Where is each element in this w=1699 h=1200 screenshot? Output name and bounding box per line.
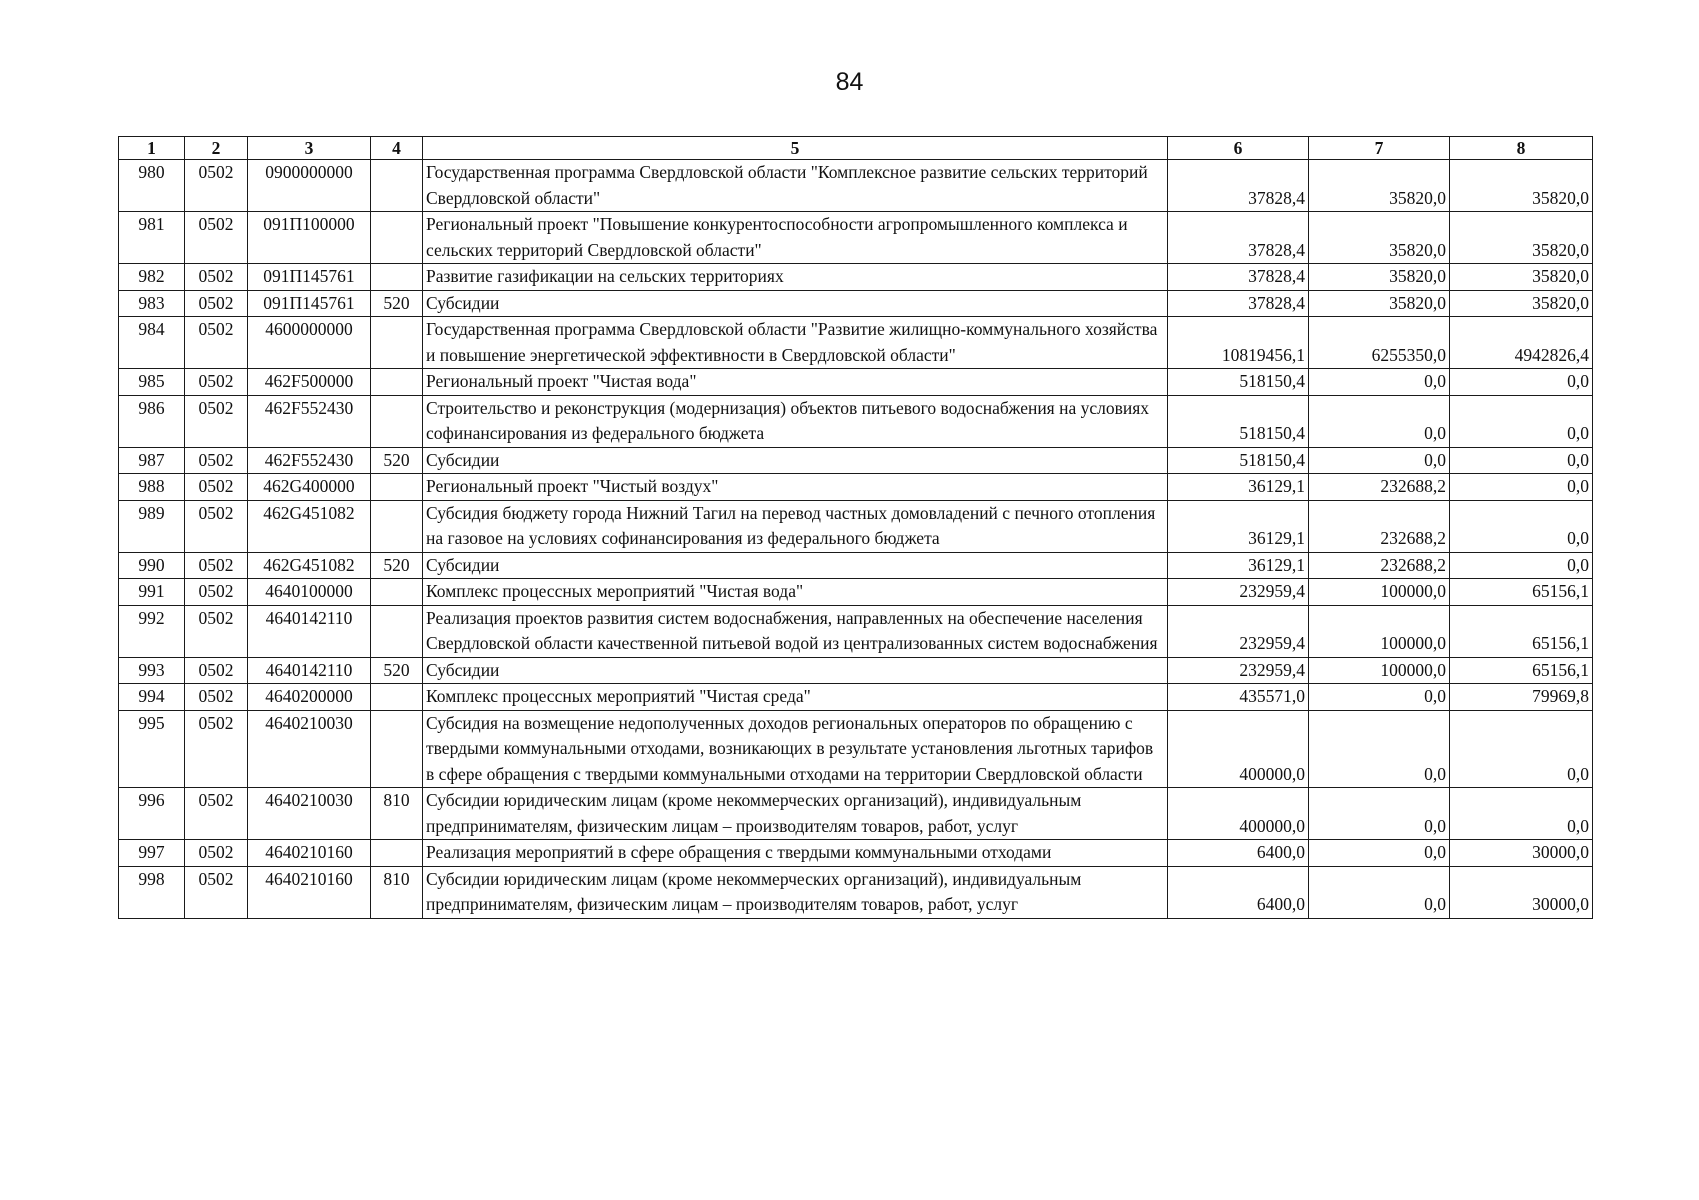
row-number: 984 [119, 317, 185, 369]
amount-col-7: 100000,0 [1309, 605, 1450, 657]
page-number: 84 [835, 68, 864, 96]
amount-col-8: 0,0 [1450, 552, 1593, 579]
item-name: Региональный проект "Чистый воздух" [423, 474, 1168, 501]
table-row [119, 474, 1593, 501]
target-article-code: 091П145761 [248, 264, 371, 291]
expense-type-code [371, 840, 423, 867]
amount-col-8: 4942826,4 [1450, 317, 1593, 369]
row-number: 991 [119, 579, 185, 606]
amount-col-8: 0,0 [1450, 474, 1593, 501]
item-name: Государственная программа Свердловской области "Комплексное развитие сельских территорий Свердловской области" [423, 160, 1168, 212]
row-number: 985 [119, 369, 185, 396]
amount-col-7: 0,0 [1309, 788, 1450, 840]
amount-col-6: 400000,0 [1168, 788, 1309, 840]
item-name: Государственная программа Свердловской области "Развитие жилищно-коммунального хозяйства и повышение энергетической эффективности в Свердловской области" [423, 317, 1168, 369]
amount-col-8: 35820,0 [1450, 290, 1593, 317]
amount-col-8: 0,0 [1450, 710, 1593, 788]
header-cell: 7 [1309, 137, 1450, 160]
section-code: 0502 [185, 684, 248, 711]
table-row [119, 212, 1593, 264]
header-cell: 8 [1450, 137, 1593, 160]
amount-col-7: 0,0 [1309, 369, 1450, 396]
header-cell: 1 [119, 137, 185, 160]
item-name: Региональный проект "Чистая вода" [423, 369, 1168, 396]
amount-col-8: 0,0 [1450, 500, 1593, 552]
amount-col-8: 30000,0 [1450, 840, 1593, 867]
row-number: 981 [119, 212, 185, 264]
header-cell: 3 [248, 137, 371, 160]
amount-col-7: 0,0 [1309, 710, 1450, 788]
item-name: Субсидии [423, 657, 1168, 684]
expense-type-code [371, 369, 423, 396]
target-article-code: 462G451082 [248, 500, 371, 552]
amount-col-6: 435571,0 [1168, 684, 1309, 711]
header-cell: 5 [423, 137, 1168, 160]
expense-type-code: 520 [371, 447, 423, 474]
target-article-code: 091П145761 [248, 290, 371, 317]
row-number: 989 [119, 500, 185, 552]
target-article-code: 4640210160 [248, 840, 371, 867]
amount-col-8: 30000,0 [1450, 866, 1593, 918]
amount-col-6: 37828,4 [1168, 212, 1309, 264]
amount-col-6: 518150,4 [1168, 447, 1309, 474]
table-row [119, 657, 1593, 684]
amount-col-8: 65156,1 [1450, 605, 1593, 657]
target-article-code: 4640210030 [248, 788, 371, 840]
target-article-code: 462F552430 [248, 447, 371, 474]
table-row [119, 264, 1593, 291]
section-code: 0502 [185, 710, 248, 788]
amount-col-6: 6400,0 [1168, 840, 1309, 867]
amount-col-7: 232688,2 [1309, 500, 1450, 552]
amount-col-8: 0,0 [1450, 447, 1593, 474]
amount-col-6: 400000,0 [1168, 710, 1309, 788]
row-number: 996 [119, 788, 185, 840]
amount-col-8: 65156,1 [1450, 657, 1593, 684]
expense-type-code [371, 500, 423, 552]
item-name: Субсидии юридическим лицам (кроме некоммерческих организаций), индивидуальным предпринимателям, физическим лицам – производителям товаров, работ, услуг [423, 866, 1168, 918]
section-code: 0502 [185, 160, 248, 212]
target-article-code: 4640100000 [248, 579, 371, 606]
table-row [119, 447, 1593, 474]
table-row [119, 395, 1593, 447]
expense-type-code [371, 264, 423, 291]
amount-col-6: 37828,4 [1168, 264, 1309, 291]
target-article-code: 462F552430 [248, 395, 371, 447]
section-code: 0502 [185, 657, 248, 684]
header-cell: 4 [371, 137, 423, 160]
table-row [119, 710, 1593, 788]
row-number: 986 [119, 395, 185, 447]
section-code: 0502 [185, 290, 248, 317]
amount-col-6: 232959,4 [1168, 605, 1309, 657]
section-code: 0502 [185, 552, 248, 579]
section-code: 0502 [185, 788, 248, 840]
section-code: 0502 [185, 395, 248, 447]
target-article-code: 4600000000 [248, 317, 371, 369]
header-row [119, 137, 1593, 160]
expense-type-code: 520 [371, 552, 423, 579]
target-article-code: 0900000000 [248, 160, 371, 212]
amount-col-8: 35820,0 [1450, 160, 1593, 212]
amount-col-7: 100000,0 [1309, 579, 1450, 606]
header-cell: 6 [1168, 137, 1309, 160]
row-number: 997 [119, 840, 185, 867]
amount-col-8: 0,0 [1450, 369, 1593, 396]
item-name: Развитие газификации на сельских территориях [423, 264, 1168, 291]
amount-col-7: 0,0 [1309, 395, 1450, 447]
table-row [119, 684, 1593, 711]
table-row [119, 605, 1593, 657]
expense-type-code [371, 684, 423, 711]
row-number: 983 [119, 290, 185, 317]
item-name: Субсидии [423, 447, 1168, 474]
target-article-code: 4640210030 [248, 710, 371, 788]
expense-type-code [371, 160, 423, 212]
amount-col-7: 0,0 [1309, 447, 1450, 474]
item-name: Комплекс процессных мероприятий "Чистая вода" [423, 579, 1168, 606]
amount-col-7: 232688,2 [1309, 474, 1450, 501]
row-number: 987 [119, 447, 185, 474]
amount-col-7: 0,0 [1309, 866, 1450, 918]
section-code: 0502 [185, 212, 248, 264]
table-row [119, 866, 1593, 918]
amount-col-7: 35820,0 [1309, 290, 1450, 317]
amount-col-7: 232688,2 [1309, 552, 1450, 579]
budget-table [118, 136, 1593, 919]
amount-col-6: 232959,4 [1168, 579, 1309, 606]
expense-type-code [371, 212, 423, 264]
section-code: 0502 [185, 579, 248, 606]
amount-col-7: 35820,0 [1309, 264, 1450, 291]
target-article-code: 462G451082 [248, 552, 371, 579]
amount-col-6: 36129,1 [1168, 500, 1309, 552]
target-article-code: 4640200000 [248, 684, 371, 711]
expense-type-code: 520 [371, 290, 423, 317]
amount-col-8: 79969,8 [1450, 684, 1593, 711]
target-article-code: 4640210160 [248, 866, 371, 918]
expense-type-code [371, 474, 423, 501]
amount-col-6: 518150,4 [1168, 369, 1309, 396]
section-code: 0502 [185, 369, 248, 396]
item-name: Строительство и реконструкция (модернизация) объектов питьевого водоснабжения на условиях софинансирования из федерального бюджета [423, 395, 1168, 447]
table-row [119, 579, 1593, 606]
table-row [119, 160, 1593, 212]
section-code: 0502 [185, 317, 248, 369]
amount-col-6: 36129,1 [1168, 552, 1309, 579]
table-row [119, 840, 1593, 867]
table-row [119, 788, 1593, 840]
row-number: 995 [119, 710, 185, 788]
table-row [119, 500, 1593, 552]
expense-type-code: 810 [371, 788, 423, 840]
expense-type-code [371, 395, 423, 447]
item-name: Субсидии юридическим лицам (кроме некоммерческих организаций), индивидуальным предпринимателям, физическим лицам – производителям товаров, работ, услуг [423, 788, 1168, 840]
row-number: 988 [119, 474, 185, 501]
section-code: 0502 [185, 840, 248, 867]
amount-col-6: 37828,4 [1168, 290, 1309, 317]
target-article-code: 4640142110 [248, 605, 371, 657]
amount-col-7: 6255350,0 [1309, 317, 1450, 369]
table-row [119, 369, 1593, 396]
amount-col-8: 0,0 [1450, 395, 1593, 447]
amount-col-7: 35820,0 [1309, 160, 1450, 212]
section-code: 0502 [185, 866, 248, 918]
section-code: 0502 [185, 264, 248, 291]
expense-type-code [371, 579, 423, 606]
row-number: 994 [119, 684, 185, 711]
amount-col-8: 35820,0 [1450, 264, 1593, 291]
amount-col-8: 65156,1 [1450, 579, 1593, 606]
expense-type-code: 520 [371, 657, 423, 684]
item-name: Субсидия бюджету города Нижний Тагил на перевод частных домовладений с печного отопления на газовое на условиях софинансирования из федерального бюджета [423, 500, 1168, 552]
expense-type-code [371, 710, 423, 788]
header-cell: 2 [185, 137, 248, 160]
item-name: Комплекс процессных мероприятий "Чистая среда" [423, 684, 1168, 711]
item-name: Реализация проектов развития систем водоснабжения, направленных на обеспечение населения Свердловской области качественной питьевой водой из централизованных систем водоснабжения [423, 605, 1168, 657]
section-code: 0502 [185, 474, 248, 501]
amount-col-7: 35820,0 [1309, 212, 1450, 264]
amount-col-6: 232959,4 [1168, 657, 1309, 684]
table-row [119, 552, 1593, 579]
amount-col-6: 6400,0 [1168, 866, 1309, 918]
amount-col-7: 0,0 [1309, 840, 1450, 867]
section-code: 0502 [185, 500, 248, 552]
item-name: Субсидии [423, 552, 1168, 579]
amount-col-8: 0,0 [1450, 788, 1593, 840]
amount-col-6: 36129,1 [1168, 474, 1309, 501]
expense-type-code [371, 317, 423, 369]
row-number: 993 [119, 657, 185, 684]
target-article-code: 462F500000 [248, 369, 371, 396]
section-code: 0502 [185, 605, 248, 657]
item-name: Реализация мероприятий в сфере обращения с твердыми коммунальными отходами [423, 840, 1168, 867]
section-code: 0502 [185, 447, 248, 474]
target-article-code: 4640142110 [248, 657, 371, 684]
amount-col-7: 0,0 [1309, 684, 1450, 711]
expense-type-code [371, 605, 423, 657]
table-row [119, 317, 1593, 369]
amount-col-8: 35820,0 [1450, 212, 1593, 264]
row-number: 992 [119, 605, 185, 657]
item-name: Субсидии [423, 290, 1168, 317]
item-name: Субсидия на возмещение недополученных доходов региональных операторов по обращению с твердыми коммунальными отходами, возникающих в результате установления льготных тарифов в сфере обращения с твердыми коммунальными отходами на территории Свердловской области [423, 710, 1168, 788]
item-name: Региональный проект "Повышение конкурентоспособности агропромышленного комплекса и сельских территорий Свердловской области" [423, 212, 1168, 264]
amount-col-6: 37828,4 [1168, 160, 1309, 212]
row-number: 990 [119, 552, 185, 579]
amount-col-6: 518150,4 [1168, 395, 1309, 447]
amount-col-6: 10819456,1 [1168, 317, 1309, 369]
target-article-code: 091П100000 [248, 212, 371, 264]
row-number: 982 [119, 264, 185, 291]
row-number: 980 [119, 160, 185, 212]
row-number: 998 [119, 866, 185, 918]
expense-type-code: 810 [371, 866, 423, 918]
table-row [119, 290, 1593, 317]
amount-col-7: 100000,0 [1309, 657, 1450, 684]
target-article-code: 462G400000 [248, 474, 371, 501]
